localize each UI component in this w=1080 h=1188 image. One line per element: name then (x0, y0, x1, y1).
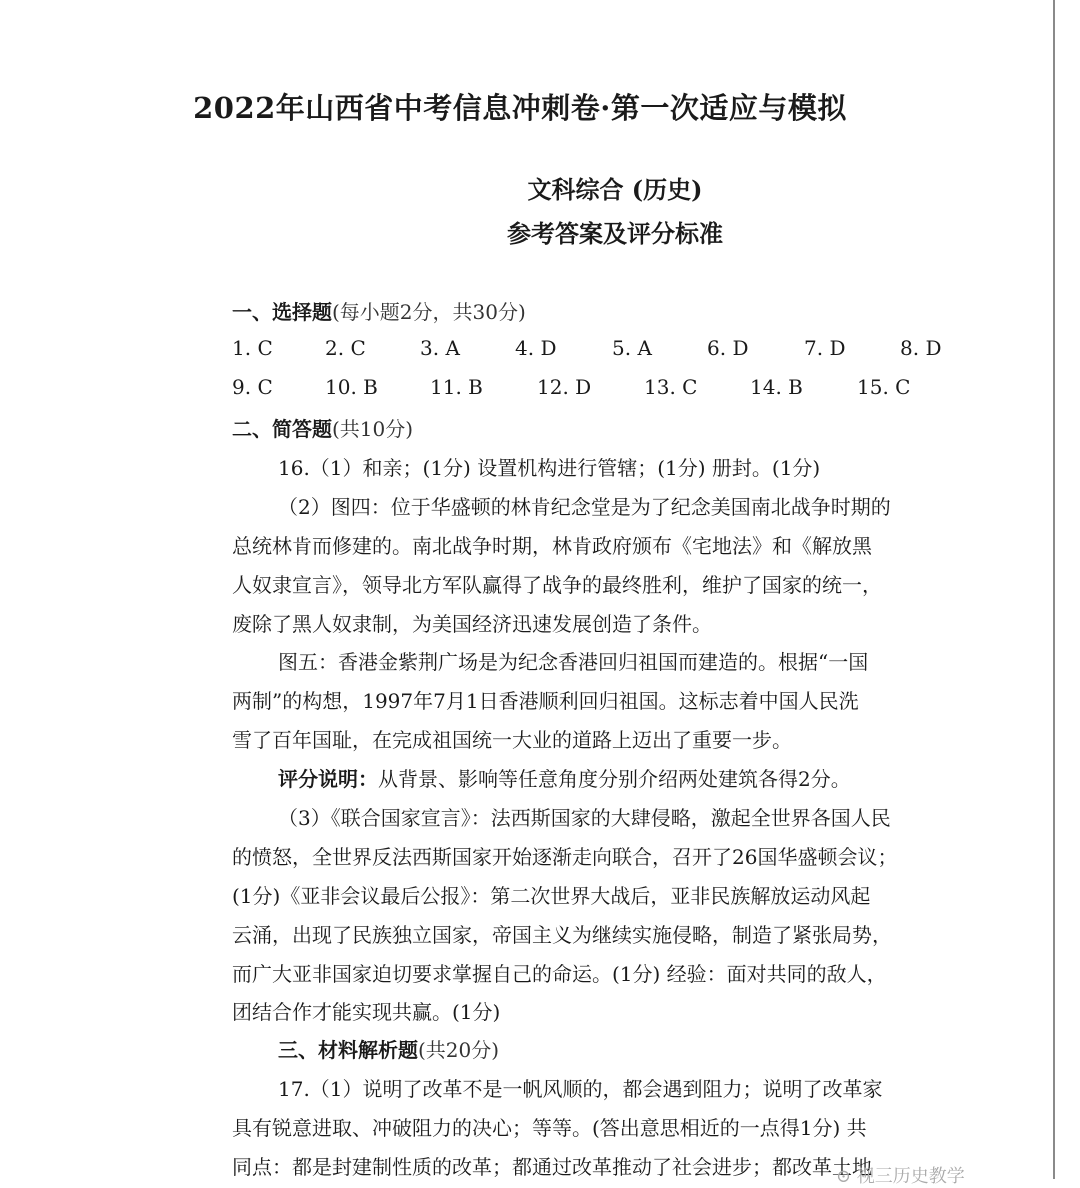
figure5-line: 雪了百年国耻，在完成祖国统一大业的道路上迈出了重要一步。 (232, 728, 792, 752)
q16-part3-line: （3）《联合国家宣言》：法西斯国家的大肆侵略，激起全世界各国人民 (278, 806, 891, 830)
choice-answer: 6. D (707, 336, 749, 360)
choice-answer: 15. C (857, 375, 911, 399)
choice-answer: 1. C (232, 336, 273, 360)
q16-part3-line: 而广大亚非国家迫切要求掌握自己的命运。(1分) 经验：面对共同的敌人， (232, 962, 887, 986)
scoring-note-text: 从背景、影响等任意角度分别介绍两处建筑各得2分。 (378, 767, 851, 791)
figure5-line: 两制”的构想，1997年7月1日香港顺利回归祖国。这标志着中国人民洗 (232, 689, 859, 713)
q16-part3-line: 云涌，出现了民族独立国家，帝国主义为继续实施侵略，制造了紧张局势， (232, 923, 892, 947)
choice-answer: 3. A (420, 336, 460, 360)
choice-answer: 13. C (644, 375, 698, 399)
section1-heading (232, 296, 526, 325)
section1-heading-label: 一、选择题 (232, 300, 332, 324)
q16-part3-line: 的愤怒，全世界反法西斯国家开始逐渐走向联合，召开了26国华盛顿会议； (232, 845, 898, 869)
choice-answer: 12. D (537, 375, 592, 399)
q17-line: 17.（1）说明了改革不是一帆风顺的，都会遇到阻力；说明了改革家 (278, 1077, 883, 1101)
choice-answer: 14. B (750, 375, 803, 399)
choice-answer: 4. D (515, 336, 557, 360)
figure5-line: 图五：香港金紫荆广场是为纪念香港回归祖国而建造的。根据“一国 (278, 650, 869, 674)
choice-answer: 11. B (430, 375, 483, 399)
section2-heading-label: 二、简答题 (232, 417, 332, 441)
choice-answer: 7. D (804, 336, 846, 360)
choice-answer: 8. D (900, 336, 942, 360)
q16-part3-line: 团结合作才能实现共赢。(1分) (232, 1000, 501, 1024)
choice-answer: 5. A (612, 336, 652, 360)
document-title: 2022年山西省中考信息冲刺卷·第一次适应与模拟 (193, 91, 847, 125)
choice-answer: 2. C (325, 336, 366, 360)
q16-part2-line: 废除了黑人奴隶制，为美国经济迅速发展创造了条件。 (232, 612, 712, 636)
source-watermark: ⊙ 视三历史教学 (836, 1166, 965, 1187)
q16-part3-line: (1分)《亚非会议最后公报》：第二次世界大战后，亚非民族解放运动风起 (232, 884, 871, 908)
section3-heading-note: (共20分) (418, 1038, 500, 1062)
answer-key-title: 参考答案及评分标准 (507, 219, 723, 248)
q16-part2-line: （2）图四：位于华盛顿的林肯纪念堂是为了纪念美国南北战争时期的 (278, 495, 891, 519)
section2-heading (232, 413, 413, 442)
choice-answer: 10. B (325, 375, 378, 399)
scoring-note-label: 评分说明： (278, 767, 378, 791)
section3-heading (278, 1034, 499, 1063)
section2-heading-note: (共10分) (332, 417, 414, 441)
section1-heading-note: (每小题2分，共30分) (332, 300, 526, 324)
section3-heading-label: 三、材料解析题 (278, 1038, 418, 1062)
q16-part2-line: 人奴隶宣言》，领导北方军队赢得了战争的最终胜利，维护了国家的统一， (232, 573, 882, 597)
choice-answer: 9. C (232, 375, 273, 399)
q16-part1: 16.（1）和亲；(1分) 设置机构进行管辖；(1分) 册封。(1分) (278, 456, 821, 480)
subject-title: 文科综合 (历史) (527, 175, 703, 204)
q17-line: 同点：都是封建制性质的改革；都通过改革推动了社会进步；都改革土地 (232, 1155, 872, 1179)
q16-part2-line: 总统林肯而修建的。南北战争时期，林肯政府颁布《宅地法》和《解放黑 (232, 534, 872, 558)
scoring-note (278, 763, 851, 792)
q17-line: 具有锐意进取、冲破阻力的决心；等等。(答出意思相近的一点得1分) 共 (232, 1116, 867, 1140)
